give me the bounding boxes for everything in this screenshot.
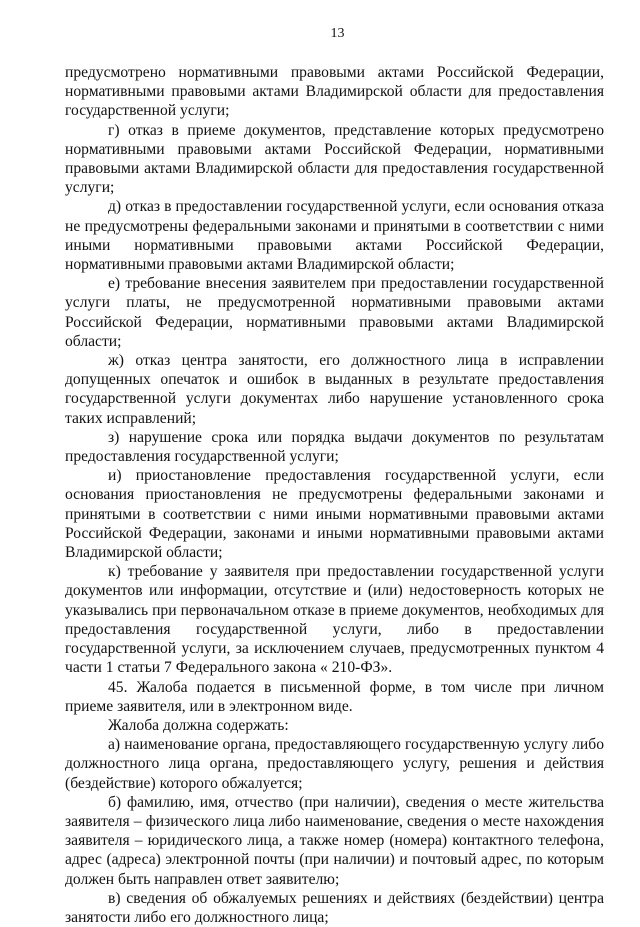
paragraph-item-v: в) сведения об обжалуемых решениях и действиях (бездействии) центра занятости либо его должностного лица; xyxy=(65,889,604,926)
paragraph-item-d: д) отказ в предоставлении государственной услуги, если основания отказа не предусмотрены федеральными законами и принятыми в соответствии с ними иными нормативными правовыми актами Российской Федерации, нормативными правовыми актами Владимирской области; xyxy=(65,198,604,274)
paragraph-item-k: к) требование у заявителя при предоставлении государственной услуги документов или информации, отсутствие и (или) недостоверность которых не указывались при первоначальном отказе в приеме документов, необходимых для предоставления государственной услуги, либо в предоставлении государственной услуги, за исключением случаев, предусмотренных пунктом 4 части 1 статьи 7 Федерального закона « 210-ФЗ». xyxy=(65,563,604,677)
paragraph-complaint-intro: Жалоба должна содержать: xyxy=(108,716,289,734)
paragraph-clause-45: 45. Жалоба подается в письменной форме, в том числе при личном приеме заявителя, или в электронном виде. xyxy=(65,678,604,715)
paragraph-item-b: б) фамилию, имя, отчество (при наличии), сведения о месте жительства заявителя – физического лица либо наименование, сведения о месте нахождения заявителя – юридического лица, а также номер (номера) контактного телефона, адрес (адреса) электронной почты (при наличии) и почтовый адрес, по которым должен быть направлен ответ заявителю; xyxy=(65,793,604,888)
paragraph-item-g: г) отказ в приеме документов, представление которых предусмотрено нормативными правовыми актами Российской Федерации, нормативными правовыми актами Владимирской области для предоставления государственной услуги; xyxy=(65,121,604,197)
paragraph-item-a: а) наименование органа, предоставляющего государственную услугу либо должностного лица органа, предоставляющего услугу, решения и действия (бездействие) которого обжалуется; xyxy=(65,736,604,792)
paragraph-item-e: е) требование внесения заявителем при предоставлении государственной услуги платы, не предусмотренной нормативными правовыми актами Российской Федерации, нормативными правовыми актами Владимирской области; xyxy=(65,275,604,350)
paragraph-item-z: з) нарушение срока или порядка выдачи документов по результатам предоставления государственной услуги; xyxy=(65,428,604,466)
paragraph-item-zh: ж) отказ центра занятости, его должностного лица в исправлении допущенных опечаток и ошибок в выданных в результате предоставления государственной услуги документах либо нарушение установленного срока таких исправлений; xyxy=(65,352,604,427)
paragraph-continued: предусмотрено нормативными правовыми актами Российской Федерации, нормативными правовыми актами Владимирской области для предоставления государственной услуги; xyxy=(65,64,604,120)
page-number: 13 xyxy=(330,26,345,41)
paragraph-item-i: и) приостановление предоставления государственной услуги, если основания приостановления не предусмотрены федеральными законами и принятыми в соответствии с ними иными нормативными правовыми актами Российской Федерации, законами и иными нормативными правовыми актами Владимирской области; xyxy=(65,467,604,562)
